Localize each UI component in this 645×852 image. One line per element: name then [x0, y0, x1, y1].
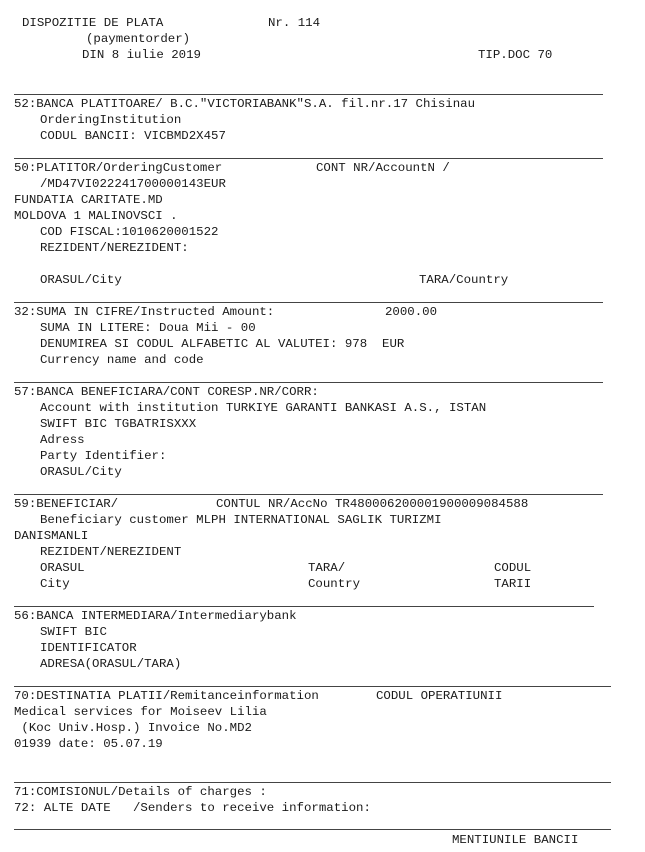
field-50-account: /MD47VI022241700000143EUR: [40, 177, 226, 191]
field-59-country: Country: [308, 577, 361, 591]
document-date: DIN 8 iulie 2019: [82, 48, 201, 62]
field-57-party-identifier: Party Identifier:: [40, 449, 167, 463]
field-70-operation-code: CODUL OPERATIUNII: [376, 689, 503, 703]
field-56-identifier: IDENTIFICATOR: [40, 641, 137, 655]
field-50-country: TARA/Country: [419, 273, 509, 287]
field-50-address: MOLDOVA 1 MALINOVSCI .: [14, 209, 178, 223]
field-70-details-2: (Koc Univ.Hosp.) Invoice No.MD2: [14, 721, 252, 735]
field-70-details-1: Medical services for Moiseev Lilia: [14, 705, 267, 719]
field-72-other-data: 72: ALTE DATE /Senders to receive information:: [14, 801, 371, 815]
field-50-name: FUNDATIA CARITATE.MD: [14, 193, 163, 207]
field-32-amount: 2000.00: [385, 305, 438, 319]
field-50-resident: REZIDENT/NEREZIDENT:: [40, 241, 189, 255]
field-59-beneficiary-cont: DANISMANLI: [14, 529, 89, 543]
field-50-city: ORASUL/City: [40, 273, 122, 287]
document-title: DISPOZITIE DE PLATA: [22, 16, 164, 30]
field-70-header: 70:DESTINATIA PLATII/Remitanceinformation: [14, 689, 319, 703]
divider: [14, 829, 611, 830]
field-57-city: ORASUL/City: [40, 465, 122, 479]
field-59-country-label: TARA/: [308, 561, 346, 575]
field-56-address: ADRESA(ORASUL/TARA): [40, 657, 182, 671]
field-59-city-label: ORASUL: [40, 561, 85, 575]
divider: [14, 494, 603, 495]
field-50-header: 50:PLATITOR/OrderingCustomer: [14, 161, 223, 175]
field-57-header: 57:BANCA BENEFICIARA/CONT CORESP.NR/CORR:: [14, 385, 319, 399]
field-59-header: 59:BENEFICIAR/: [14, 497, 119, 511]
field-32-currency-label: Currency name and code: [40, 353, 204, 367]
field-59-country-code-label: CODUL: [494, 561, 532, 575]
field-71-charges: 71:COMISIONUL/Details of charges :: [14, 785, 267, 799]
field-32-amount-words: SUMA IN LITERE: Doua Mii - 00: [40, 321, 256, 335]
field-32-header: 32:SUMA IN CIFRE/Instructed Amount:: [14, 305, 275, 319]
field-59-resident: REZIDENT/NEREZIDENT: [40, 545, 182, 559]
divider: [14, 382, 603, 383]
field-52-label: OrderingInstitution: [40, 113, 182, 127]
bank-notes-label: MENTIUNILE BANCII: [452, 833, 579, 847]
field-57-institution: Account with institution TURKIYE GARANTI BANKASI A.S., ISTAN: [40, 401, 487, 415]
field-56-header: 56:BANCA INTERMEDIARA/Intermediarybank: [14, 609, 297, 623]
document-subtitle: (paymentorder): [86, 32, 191, 46]
field-50-account-label: CONT NR/AccountN /: [316, 161, 450, 175]
divider: [14, 94, 603, 95]
divider: [14, 302, 603, 303]
field-50-fiscal-code: COD FISCAL:1010620001522: [40, 225, 219, 239]
document-number: Nr. 114: [268, 16, 321, 30]
field-56-swift: SWIFT BIC: [40, 625, 107, 639]
divider: [14, 686, 611, 687]
field-70-details-3: 01939 date: 05.07.19: [14, 737, 163, 751]
field-57-address: Adress: [40, 433, 85, 447]
divider: [14, 782, 611, 783]
divider: [14, 158, 603, 159]
field-59-city: City: [40, 577, 70, 591]
field-59-country-code: TARII: [494, 577, 532, 591]
field-52-header: 52:BANCA PLATITOARE/ B.C."VICTORIABANK"S.A. fil.nr.17 Chisinau: [14, 97, 476, 111]
field-32-currency: DENUMIREA SI CODUL ALFABETIC AL VALUTEI: 978 EUR: [40, 337, 405, 351]
field-57-swift: SWIFT BIC TGBATRISXXX: [40, 417, 197, 431]
divider: [14, 606, 594, 607]
field-52-bank-code: CODUL BANCII: VICBMD2X457: [40, 129, 226, 143]
field-59-beneficiary: Beneficiary customer MLPH INTERNATIONAL SAGLIK TURIZMI: [40, 513, 442, 527]
field-59-account: CONTUL NR/AccNo TR480006200001900009084588: [216, 497, 529, 511]
document-type: TIP.DOC 70: [478, 48, 553, 62]
